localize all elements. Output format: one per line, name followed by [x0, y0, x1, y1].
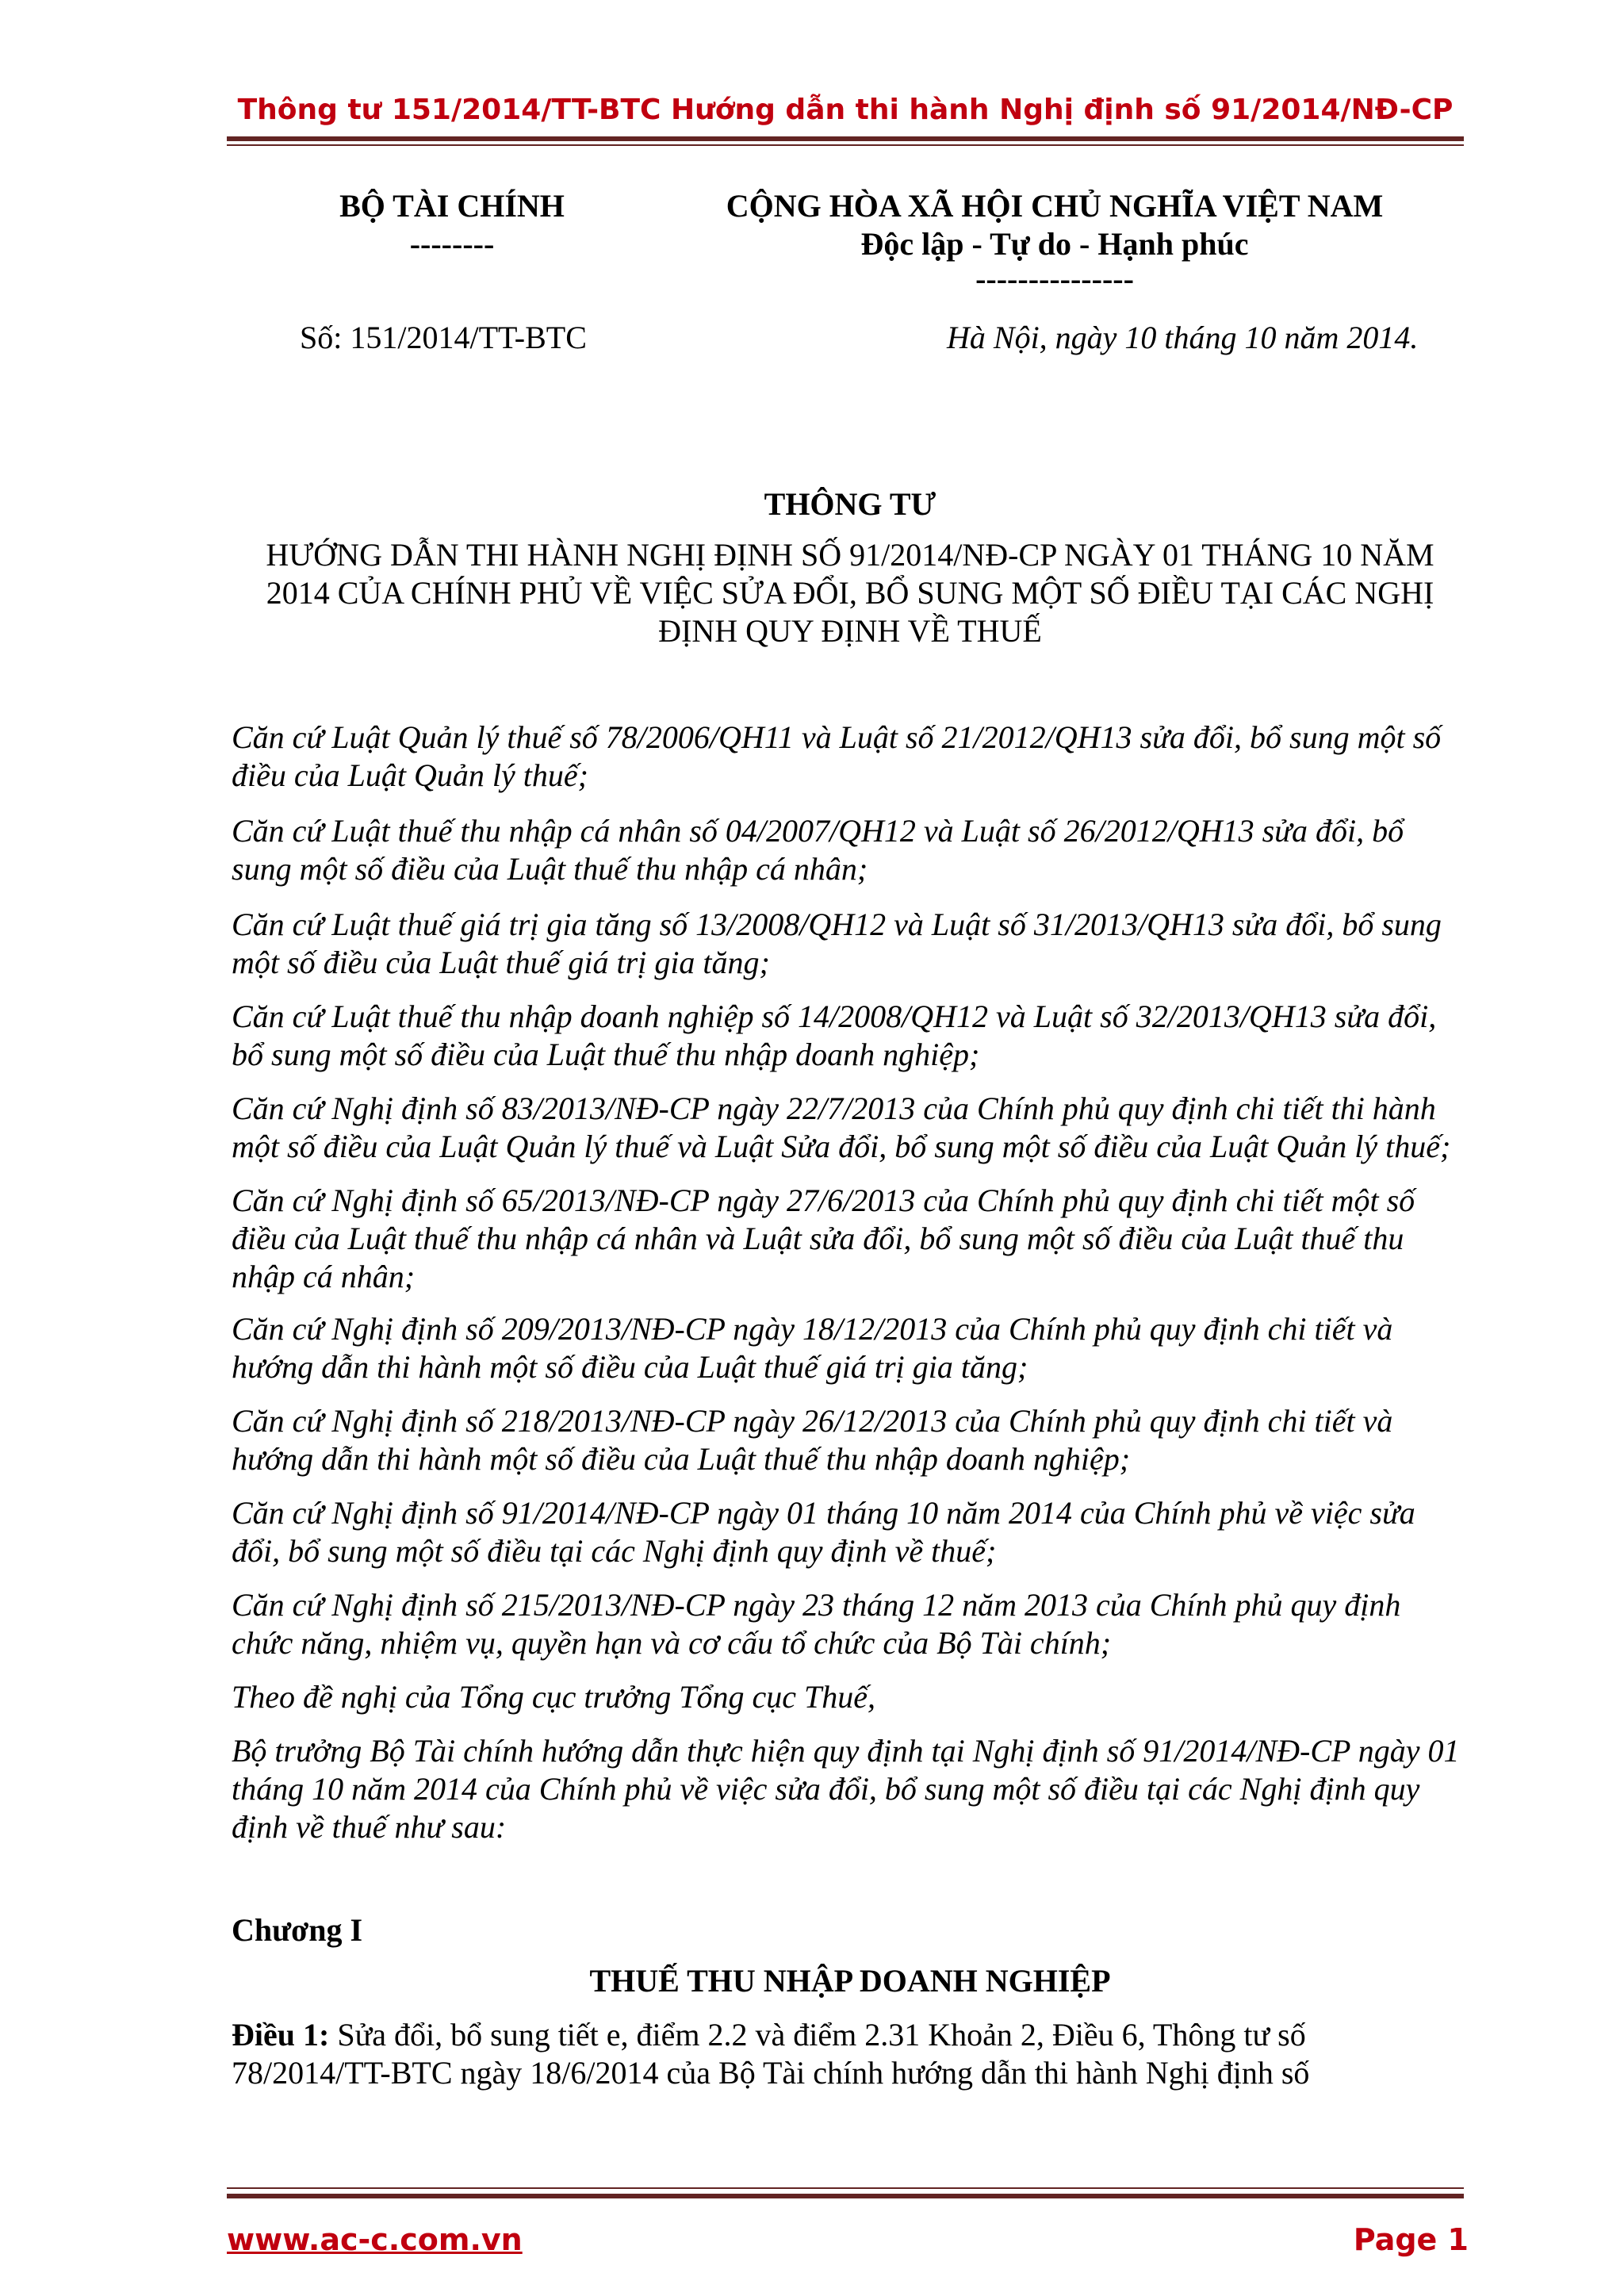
header-rule-thick: [227, 136, 1464, 141]
preamble-paragraph: Căn cứ Nghị định số 209/2013/NĐ-CP ngày 18/12/2013 của Chính phủ quy định chi tiết và hướng dẫn thi hành một số điều của Luật thuế giá trị gia tăng;: [232, 1311, 1393, 1385]
preamble-paragraph: Căn cứ Nghị định số 215/2013/NĐ-CP ngày 23 tháng 12 năm 2013 của Chính phủ quy định chức năng, nhiệm vụ, quyền hạn và cơ cấu tổ chức của Bộ Tài chính;: [232, 1587, 1401, 1661]
preamble-paragraph: Căn cứ Nghị định số 65/2013/NĐ-CP ngày 27/6/2013 của Chính phủ quy định chi tiết một số điều của Luật thuế thu nhập cá nhân và Luật sửa đổi, bổ sung một số điều của Luật thuế thu nhập cá nhân;: [232, 1182, 1415, 1294]
article-label: Điều 1:: [232, 2017, 330, 2053]
footer-website-link[interactable]: www.ac-c.com.vn: [227, 2222, 523, 2257]
preamble-paragraph: Căn cứ Nghị định số 83/2013/NĐ-CP ngày 22/7/2013 của Chính phủ quy định chi tiết thi hành một số điều của Luật Quản lý thuế và Luật Sửa đổi, bổ sung một số điều của Luật Quản lý thuế;: [232, 1091, 1451, 1164]
page-number: Page 1: [1353, 2222, 1469, 2257]
footer-rule-thin: [227, 2187, 1464, 2189]
ministry-name: BỘ TÀI CHÍNH: [339, 188, 565, 224]
preamble-paragraph: Căn cứ Luật thuế thu nhập doanh nghiệp số 14/2008/QH12 và Luật số 32/2013/QH13 sửa đổi, bổ sung một số điều của Luật thuế thu nhập doanh nghiệp;: [232, 999, 1437, 1072]
document-subtitle-line-1: HƯỚNG DẪN THI HÀNH NGHỊ ĐỊNH SỐ 91/2014/NĐ-CP NGÀY 01 THÁNG 10 NĂM: [266, 537, 1434, 573]
header-rule-thin: [227, 144, 1464, 146]
running-header-title: Thông tư 151/2014/TT-BTC Hướng dẫn thi hành Nghị định số 91/2014/NĐ-CP: [237, 94, 1454, 126]
national-motto: Độc lập - Tự do - Hạnh phúc: [860, 226, 1249, 262]
preamble-paragraph: Căn cứ Luật thuế thu nhập cá nhân số 04/2007/QH12 và Luật số 26/2012/QH13 sửa đổi, bổ sung một số điều của Luật thuế thu nhập cá nhân;: [232, 813, 1404, 887]
country-name: CỘNG HÒA XÃ HỘI CHỦ NGHĨA VIỆT NAM: [726, 188, 1384, 224]
ministry-dashes: --------: [409, 226, 495, 262]
place-and-date: Hà Nội, ngày 10 tháng 10 năm 2014.: [947, 320, 1419, 355]
document-subtitle-line-3: ĐỊNH QUY ĐỊNH VỀ THUẾ: [658, 613, 1042, 649]
chapter-label: Chương I: [232, 1912, 363, 1948]
preamble-paragraph: Căn cứ Nghị định số 91/2014/NĐ-CP ngày 01 tháng 10 năm 2014 của Chính phủ về việc sửa đổi, bổ sung một số điều tại các Nghị định quy định về thuế;: [232, 1495, 1415, 1569]
footer-rule-thick: [227, 2194, 1464, 2198]
preamble-paragraph: Theo đề nghị của Tổng cục trưởng Tổng cục Thuế,: [232, 1679, 875, 1715]
motto-dashes: ---------------: [975, 261, 1134, 297]
preamble-paragraph: Căn cứ Nghị định số 218/2013/NĐ-CP ngày 26/12/2013 của Chính phủ quy định chi tiết và hướng dẫn thi hành một số điều của Luật thuế thu nhập doanh nghiệp;: [232, 1403, 1393, 1477]
article-1: Điều 1: Sửa đổi, bổ sung tiết e, điểm 2.2 và điểm 2.31 Khoản 2, Điều 6, Thông tư số 78/2014/TT-BTC ngày 18/6/2014 của Bộ Tài chính hướng dẫn thi hành Nghị định số: [232, 2017, 1310, 2091]
document-subtitle-line-2: 2014 CỦA CHÍNH PHỦ VỀ VIỆC SỬA ĐỔI, BỔ SUNG MỘT SỐ ĐIỀU TẠI CÁC NGHỊ: [266, 575, 1434, 611]
document-number: Số: 151/2014/TT-BTC: [300, 320, 587, 355]
preamble-paragraph: Căn cứ Luật thuế giá trị gia tăng số 13/2008/QH12 và Luật số 31/2013/QH13 sửa đổi, bổ sung một số điều của Luật thuế giá trị gia tăng;: [232, 907, 1442, 980]
preamble-paragraph: Căn cứ Luật Quản lý thuế số 78/2006/QH11 và Luật số 21/2012/QH13 sửa đổi, bổ sung một số điều của Luật Quản lý thuế;: [232, 719, 1442, 793]
document-type: THÔNG TƯ: [764, 486, 936, 522]
chapter-title: THUẾ THU NHẬP DOANH NGHIỆP: [589, 1963, 1111, 1999]
preamble-paragraph: Bộ trưởng Bộ Tài chính hướng dẫn thực hiện quy định tại Nghị định số 91/2014/NĐ-CP ngày 01 tháng 10 năm 2014 của Chính phủ về việc sửa đổi, bổ sung một số điều tại các Nghị định quy định về thuế như sau:: [232, 1733, 1460, 1845]
